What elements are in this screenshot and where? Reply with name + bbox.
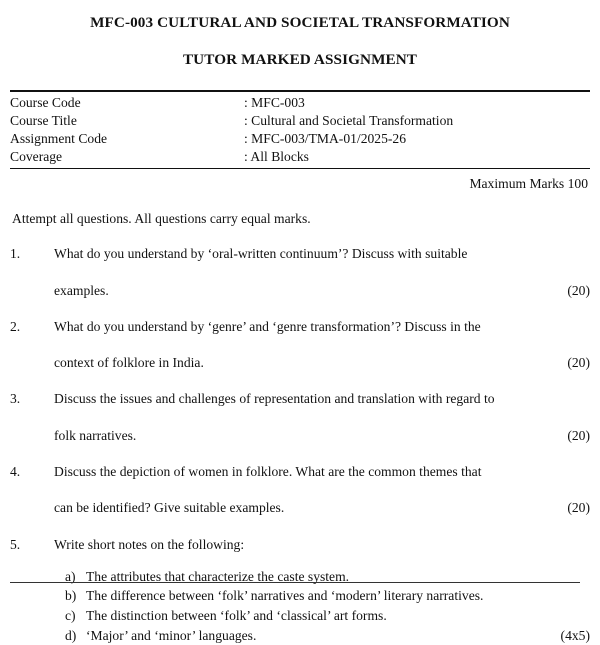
list-item	[65, 606, 590, 626]
table-row	[10, 148, 590, 166]
question-item-2	[10, 318, 590, 373]
list-item	[65, 586, 590, 606]
meta-top-rule	[10, 90, 590, 92]
question-text-continued: can be identified? Give suitable examples.	[54, 500, 285, 516]
sub-item-label-c: c)	[65, 607, 76, 623]
meta-label-course-title: Course Title	[10, 113, 77, 129]
question-item-4	[10, 463, 590, 518]
question-text-continued: folk narratives.	[54, 427, 137, 443]
sub-item-text-b: The difference between ‘folk’ narratives and ‘modern’ literary narratives.	[86, 588, 484, 604]
list-item	[65, 626, 590, 645]
question-item-5	[10, 536, 590, 645]
sub-item-marks: (4x5)	[560, 627, 590, 643]
sub-item-label-d: d)	[65, 627, 77, 643]
question-text: Discuss the depiction of women in folklore. What are the common themes that	[54, 464, 482, 480]
question-text-line2	[54, 499, 590, 517]
meta-label-course-code: Course Code	[10, 95, 81, 111]
question-text-line2	[54, 354, 590, 372]
document-subtitle: TUTOR MARKED ASSIGNMENT	[182, 51, 418, 69]
meta-value-coverage: : All Blocks	[244, 149, 309, 165]
question-5-sub-list	[54, 567, 590, 645]
question-marks: (20)	[567, 500, 590, 516]
sub-item-label-a: a)	[65, 568, 76, 584]
question-text-continued: context of folklore in India.	[54, 355, 204, 371]
question-number: 1.	[10, 246, 21, 262]
sub-item-label-b: b)	[65, 588, 77, 604]
footer-rule	[10, 582, 580, 583]
meta-value-course-title: : Cultural and Societal Transformation	[244, 113, 454, 129]
table-row	[10, 94, 590, 112]
document-title: MFC-003 CULTURAL AND SOCIETAL TRANSFORMATION	[90, 14, 510, 31]
meta-bottom-rule	[10, 168, 590, 169]
question-number: 3.	[10, 391, 21, 407]
question-text: What do you understand by ‘genre’ and ‘genre transformation’? Discuss in the	[54, 318, 481, 334]
question-marks: (20)	[567, 427, 590, 443]
course-meta-block	[10, 90, 590, 169]
question-marks: (20)	[567, 355, 590, 371]
sub-item-text-a: The attributes that characterize the caste system.	[86, 568, 350, 584]
list-item	[65, 567, 590, 587]
sub-item-text-d: ‘Major’ and ‘minor’ languages.	[86, 627, 257, 643]
course-meta-table	[10, 94, 590, 166]
question-text: Discuss the issues and challenges of representation and translation with regard to	[54, 391, 495, 407]
meta-label-assignment-code: Assignment Code	[10, 131, 108, 147]
question-item-1	[10, 245, 590, 300]
question-text-line2	[54, 282, 590, 300]
question-number: 2.	[10, 318, 21, 334]
question-number: 5.	[10, 536, 21, 552]
sub-item-text-c: The distinction between ‘folk’ and ‘classical’ art forms.	[86, 607, 387, 623]
question-marks: (20)	[567, 282, 590, 298]
question-text: Write short notes on the following:	[54, 536, 245, 552]
question-text-continued: examples.	[54, 282, 109, 298]
table-row	[10, 112, 590, 130]
question-text: What do you understand by ‘oral-written continuum’? Discuss with suitable	[54, 246, 468, 262]
meta-label-coverage: Coverage	[10, 149, 63, 165]
question-list	[10, 245, 590, 645]
question-number: 4.	[10, 464, 21, 480]
table-row	[10, 130, 590, 148]
maximum-marks: Maximum Marks 100	[469, 176, 588, 192]
question-text-line2	[54, 427, 590, 445]
question-item-3	[10, 390, 590, 445]
meta-value-course-code: : MFC-003	[244, 95, 305, 111]
instruction-text: Attempt all questions. All questions carry equal marks.	[12, 211, 311, 227]
meta-value-assignment-code: : MFC-003/TMA-01/2025-26	[244, 131, 406, 147]
